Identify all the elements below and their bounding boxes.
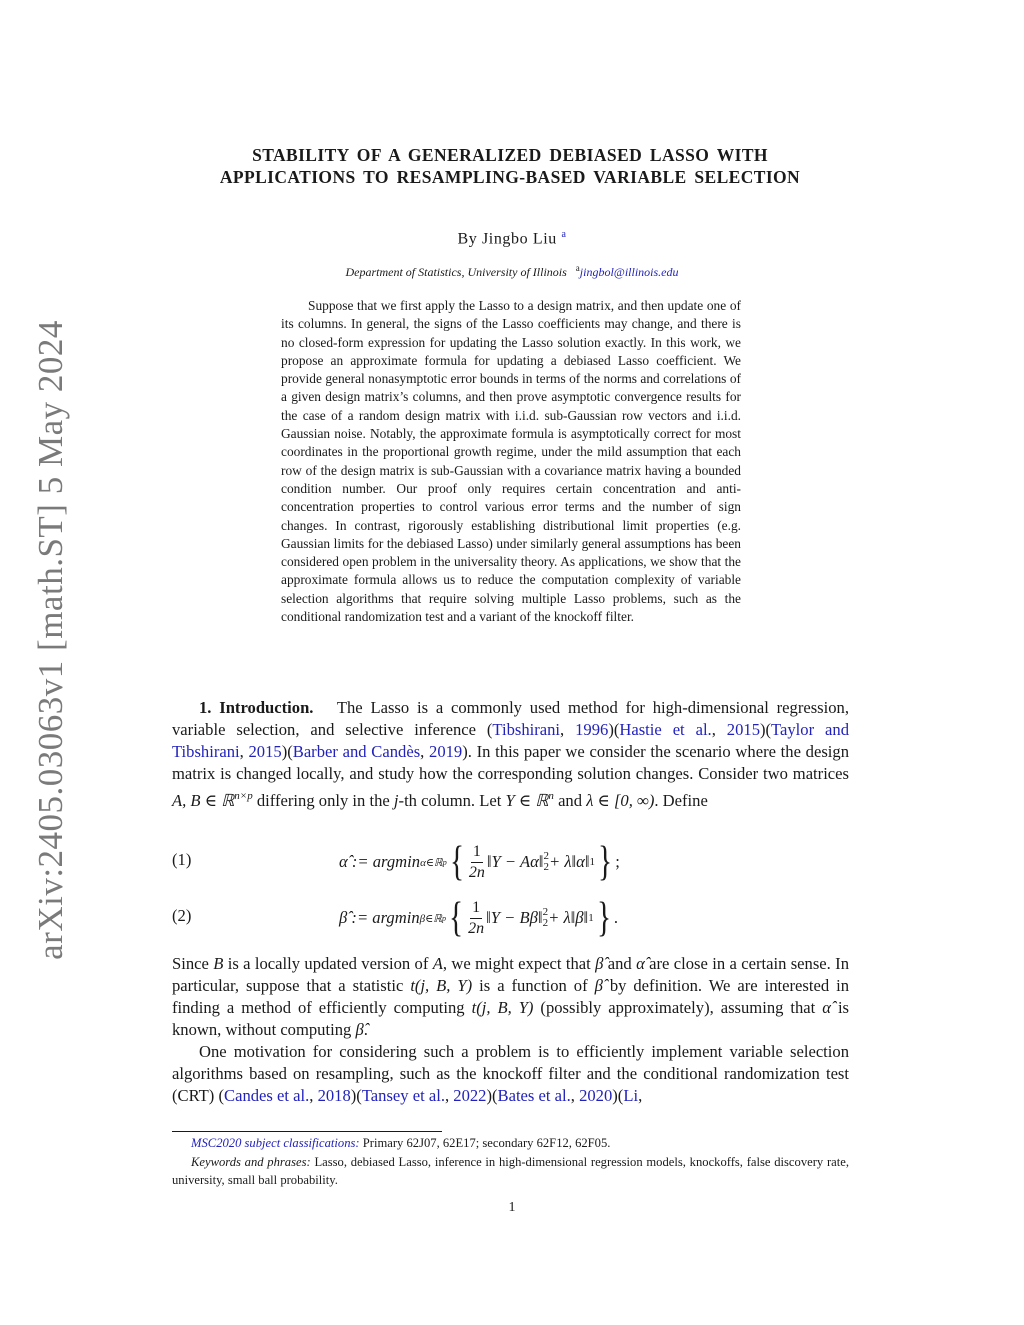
math-ab: A, B ∈ ℝ xyxy=(172,791,235,810)
abstract xyxy=(281,297,741,626)
equation-number: (2) xyxy=(172,906,192,925)
math-ab-dim: n×p xyxy=(234,790,253,802)
eq-norm: ‖Y − Aα‖ xyxy=(486,852,544,871)
right-brace: } xyxy=(596,895,611,941)
equation-number: (1) xyxy=(172,850,192,869)
left-brace: { xyxy=(449,839,464,885)
fraction-denominator: 2n xyxy=(468,863,485,881)
intro-text-5: and xyxy=(553,791,587,810)
citation-candes[interactable]: Candes et al. xyxy=(224,1086,310,1105)
math-statistic-2: t(j, B, Y) xyxy=(471,998,534,1017)
eq-sub-sup: p xyxy=(442,857,447,867)
math-j: j xyxy=(393,791,399,810)
equation-body xyxy=(339,836,620,888)
author-mark: a xyxy=(561,229,567,240)
p2-text-1: Since xyxy=(172,954,214,973)
eq-norm-sub: 2 xyxy=(543,861,549,873)
fraction xyxy=(468,898,484,939)
intro-text-2: ). In this paper we consider the scenario where the design matrix is changed locally, and study how the corresponding solution changes. Consider two matrices xyxy=(172,742,850,783)
math-b: B xyxy=(213,954,224,973)
abstract-text: Suppose that we first apply the Lasso to a design matrix, and then update one of its columns. In general, the signs of the Lasso coefficients may change, and there is no closed-form expression for updating the Lasso solution exactly. In this work, we propose an approximate formula for updating a debiased Lasso coefficient. We provide general nonasymptotic error bounds in terms of the norms and correlations of a given design matrix’s columns, and then prove asymptotic convergence results for the case of a random design matrix with i.i.d. sub-Gaussian row vectors and i.i.d. Gaussian noise. Notably, the approximate formula is asymptotically correct for most coordinates in the proportional growth regime, under the mild assumption that each row of the design matrix is sub-Gaussian with a covariance matrix having a bounded condition number. Our proof only requires certain concentration and anti-concentration properties to control various error terms and the number of sign changes. In contrast, rigorously establishing distributional limit properties (e.g. Gaussian limits for the debiased Lasso) under similarly general assumptions has been considered open problem in the universality theory. As applications, we show that the approximate formula allows us to reduce the computation complexity of variable selection algorithms that require solving multiple Lasso problems, such as the conditional randomization test and a variant of the knockoff filter. xyxy=(281,298,741,625)
intro-text-6: . Define xyxy=(654,791,708,810)
keywords-label: Keywords and phrases: xyxy=(191,1154,311,1169)
eq-sub: β∈ℝ xyxy=(419,912,442,925)
citation-tibshirani[interactable]: Tibshirani xyxy=(492,720,561,739)
p2-text-10: . xyxy=(363,1020,368,1039)
eq-lhs: α̂ := argmin xyxy=(339,852,421,871)
title-line-1: STABILITY OF A GENERALIZED DEBIASED LASSO WITH xyxy=(252,145,768,165)
p2-text-7: by definition. We are interested in finding a method of efficiently computing xyxy=(172,976,849,1017)
eq-sub: α∈ℝ xyxy=(420,856,443,869)
citation-li[interactable]: Li xyxy=(623,1086,639,1105)
eq-end: . xyxy=(613,908,619,927)
paper-title xyxy=(140,144,880,188)
footnote-rule xyxy=(172,1131,442,1132)
citation-tibshirani-year[interactable]: 1996 xyxy=(575,720,609,739)
math-a: A xyxy=(432,954,443,973)
intro-text-4: -th column. Let xyxy=(398,791,506,810)
citation-tansey-year[interactable]: 2022 xyxy=(453,1086,487,1105)
eq-norm: ‖Y − Bβ‖ xyxy=(486,908,543,927)
affiliation-dept: Department of Statistics, University of Illinois xyxy=(345,265,567,279)
body-paragraphs xyxy=(172,953,849,1107)
intro-text-1: The Lasso is a commonly used method for high-dimensional regression, variable selection, and selective inference ( xyxy=(172,698,849,739)
introduction-paragraph: 1. Introduction. The Lasso is a commonly used method for high-dimensional regression, variable selection, and selective inference (Tibshirani, 1996)(Hastie et al., 2015)(Taylor and Tibshirani, 2015)(Barber and Candès, 2019). In this paper we consider the scenario where the design matrix is changed locally, and study how the corresponding solution changes. Consider two matrices A, B ∈ ℝ$^{n\times p}$ differing only in the j-th column. Let Y ∈ ℝ$^n$ and λ ∈ [0, ∞). Define xyxy=(172,698,850,810)
left-brace: { xyxy=(448,895,464,941)
eq-penalty: + λ‖α‖ xyxy=(548,852,590,871)
citation-hastie[interactable]: Hastie et al. xyxy=(619,720,712,739)
fraction-denominator: 2n xyxy=(468,919,485,937)
author-line xyxy=(0,229,1024,248)
msc-text: Primary 62J07, 62E17; secondary 62F12, 62F05. xyxy=(359,1136,611,1150)
eq-penalty: + λ‖β‖ xyxy=(548,908,589,927)
p2-text-8: (possibly approximately), assuming that xyxy=(533,998,823,1017)
intro-text-3: differing only in the xyxy=(252,791,394,810)
equation-body xyxy=(339,892,618,944)
citation-hastie-year[interactable]: 2015 xyxy=(726,720,760,739)
math-y-dim: n xyxy=(548,790,554,802)
eq-norm-sup: 2 xyxy=(543,850,549,862)
p2-text-4: and xyxy=(603,954,637,973)
eq-penalty-sub: 1 xyxy=(589,856,596,868)
footnote-msc xyxy=(172,1134,849,1153)
citation-barber[interactable]: Barber and Candès xyxy=(292,742,421,761)
section-heading: 1. Introduction. xyxy=(199,698,314,717)
page-number: 1 xyxy=(508,1200,516,1215)
eq-penalty-sub: 1 xyxy=(588,912,594,924)
arxiv-stamp xyxy=(28,320,74,960)
p2-text-2: is a locally updated version of xyxy=(223,954,433,973)
author-email-link[interactable]: jingbol@illinois.edu xyxy=(579,265,679,279)
author-name: By Jingbo Liu xyxy=(457,230,557,248)
fraction-numerator: 1 xyxy=(471,842,483,863)
affiliation xyxy=(0,263,1024,280)
math-beta-hat-2: β̂ xyxy=(594,976,603,995)
math-beta-hat-3: β̂ xyxy=(355,1020,364,1039)
citation-taylor-year[interactable]: 2015 xyxy=(248,742,282,761)
msc-link[interactable]: MSC2020 subject classifications: xyxy=(191,1136,360,1150)
citation-barber-year[interactable]: 2019 xyxy=(429,742,463,761)
paragraph-3: One motivation for considering such a problem is to efficiently implement variable selection algorithms based on resampling, such as the knockoff filter and the conditional randomization test (CRT) (Candes et al., 2018)(Tansey et al., 2022)(Bates et al., 2020)(Li, xyxy=(172,1042,849,1105)
eq-end: ; xyxy=(615,852,620,871)
citation-tansey[interactable]: Tansey et al. xyxy=(361,1086,445,1105)
fraction xyxy=(469,842,485,883)
p2-text-6: is a function of xyxy=(472,976,595,995)
equation-2 xyxy=(172,892,849,944)
affiliation-mark: a xyxy=(575,263,580,273)
math-beta-hat: β̂ xyxy=(595,954,604,973)
eq-lhs: β̂ := argmin xyxy=(339,908,420,927)
title-line-2: APPLICATIONS TO RESAMPLING-BASED VARIABLE SELECTION xyxy=(219,167,801,187)
arxiv-stamp-text: arXiv:2405.03063v1 [math.ST] 5 May 2024 xyxy=(31,320,70,960)
p2-text-9: is known, without computing xyxy=(172,998,850,1039)
math-lambda: λ ∈ [0, ∞) xyxy=(586,791,655,810)
footnote-keywords xyxy=(172,1153,849,1190)
footnotes xyxy=(172,1134,849,1190)
p3-text-1: One motivation for considering such a problem is to efficiently implement variable selection algorithms based on resampling, such as the knockoff filter and the conditional randomization test (CRT) ( xyxy=(172,1042,849,1105)
math-statistic: t(j, B, Y) xyxy=(410,976,473,995)
math-alpha-hat: α̂ xyxy=(636,954,645,973)
math-alpha-hat-2: α̂ xyxy=(822,998,831,1017)
citation-candes-year[interactable]: 2018 xyxy=(317,1086,351,1105)
p2-text-3: , we might expect that xyxy=(442,954,596,973)
citation-taylor[interactable]: Taylor and Tibshirani xyxy=(172,720,849,761)
citation-bates[interactable]: Bates et al. xyxy=(497,1086,571,1105)
eq-norm-sup: 2 xyxy=(542,906,549,918)
equation-1 xyxy=(172,836,849,888)
eq-norm-sub: 2 xyxy=(542,917,549,929)
keywords-text: Lasso, debiased Lasso, inference in high-dimensional regression models, knockoffs, false discovery rate, university, small ball probability. xyxy=(172,1154,849,1187)
p2-text-5: are close in a certain sense. In particular, suppose that a statistic xyxy=(172,954,850,995)
citation-bates-year[interactable]: 2020 xyxy=(579,1086,613,1105)
paragraph-2 xyxy=(172,953,849,1041)
eq-sub-sup: p xyxy=(441,913,446,923)
fraction-numerator: 1 xyxy=(470,898,482,919)
right-brace: } xyxy=(598,839,613,885)
math-y: Y ∈ ℝ xyxy=(505,791,549,810)
